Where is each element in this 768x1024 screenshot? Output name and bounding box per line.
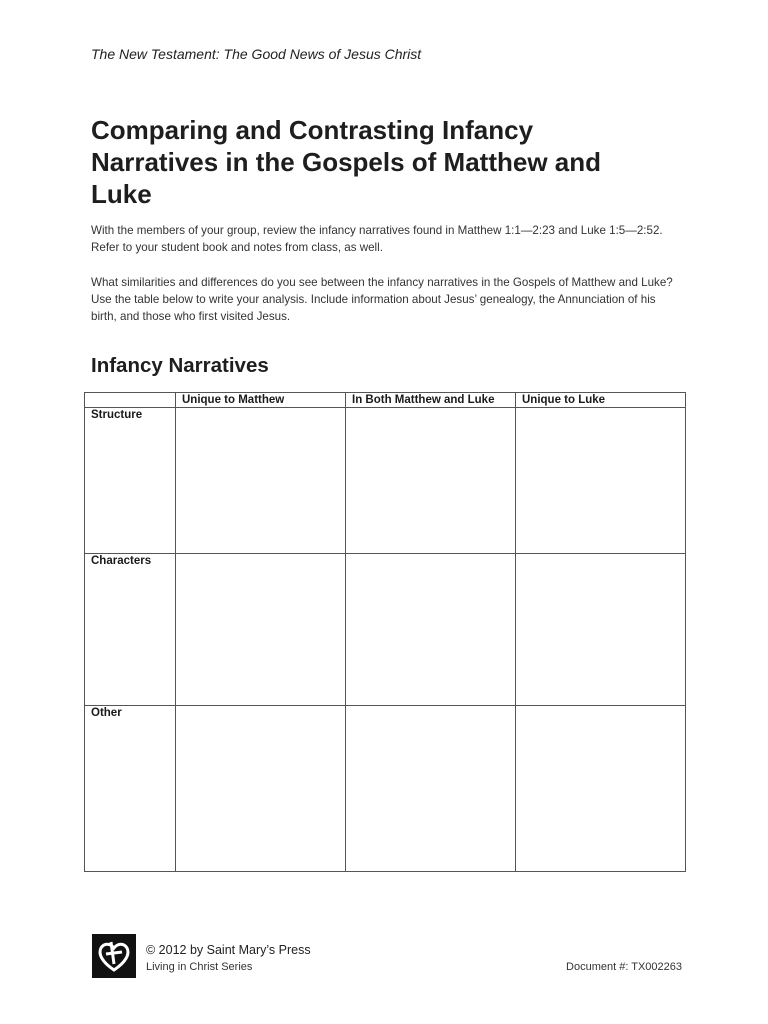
row-label-other: Other [85, 706, 176, 872]
saint-marys-press-logo-icon [92, 934, 136, 978]
section-title: Infancy Narratives [91, 354, 269, 377]
logo-mark-icon [92, 934, 136, 978]
row-label-characters: Characters [85, 554, 176, 706]
copyright-text: © 2012 by Saint Mary’s Press [146, 943, 311, 957]
cell-structure-unique-to-matthew[interactable] [176, 408, 346, 554]
series-name: Living in Christ Series [146, 961, 253, 973]
table-row [85, 706, 686, 872]
intro-paragraph-1: With the members of your group, review the infancy narratives found in Matthew 1:1—2:23 and Luke 1:5—2:52. Refer to your student book and notes from class, as well. [91, 224, 663, 254]
infancy-narratives-table [84, 392, 686, 872]
table-header-unique-to-matthew: Unique to Matthew [176, 393, 346, 408]
page-title: Comparing and Contrasting Infancy Narratives in the Gospels of Matthew and Luke [91, 115, 601, 209]
intro-paragraph-2: What similarities and differences do you see between the infancy narratives in the Gospels of Matthew and Luke? Use the table below to write your analysis. Include information about Jesus’ genealogy, the Annunciation of his birth, and those who first visited Jesus. [91, 276, 673, 323]
cell-characters-in-both[interactable] [346, 554, 516, 706]
cell-characters-unique-to-luke[interactable] [516, 554, 686, 706]
table-header-unique-to-luke: Unique to Luke [516, 393, 686, 408]
table-row [85, 408, 686, 554]
cell-characters-unique-to-matthew[interactable] [176, 554, 346, 706]
cell-structure-in-both[interactable] [346, 408, 516, 554]
row-label-structure: Structure [85, 408, 176, 554]
document-series-title: The New Testament: The Good News of Jesus Christ [91, 46, 422, 62]
cell-other-in-both[interactable] [346, 706, 516, 872]
table-header-in-both: In Both Matthew and Luke [346, 393, 516, 408]
cell-other-unique-to-luke[interactable] [516, 706, 686, 872]
table-header-row [85, 393, 686, 408]
cell-other-unique-to-matthew[interactable] [176, 706, 346, 872]
document-number: Document #: TX002263 [566, 961, 682, 973]
cell-structure-unique-to-luke[interactable] [516, 408, 686, 554]
table-header-blank [85, 393, 176, 408]
table-row [85, 554, 686, 706]
